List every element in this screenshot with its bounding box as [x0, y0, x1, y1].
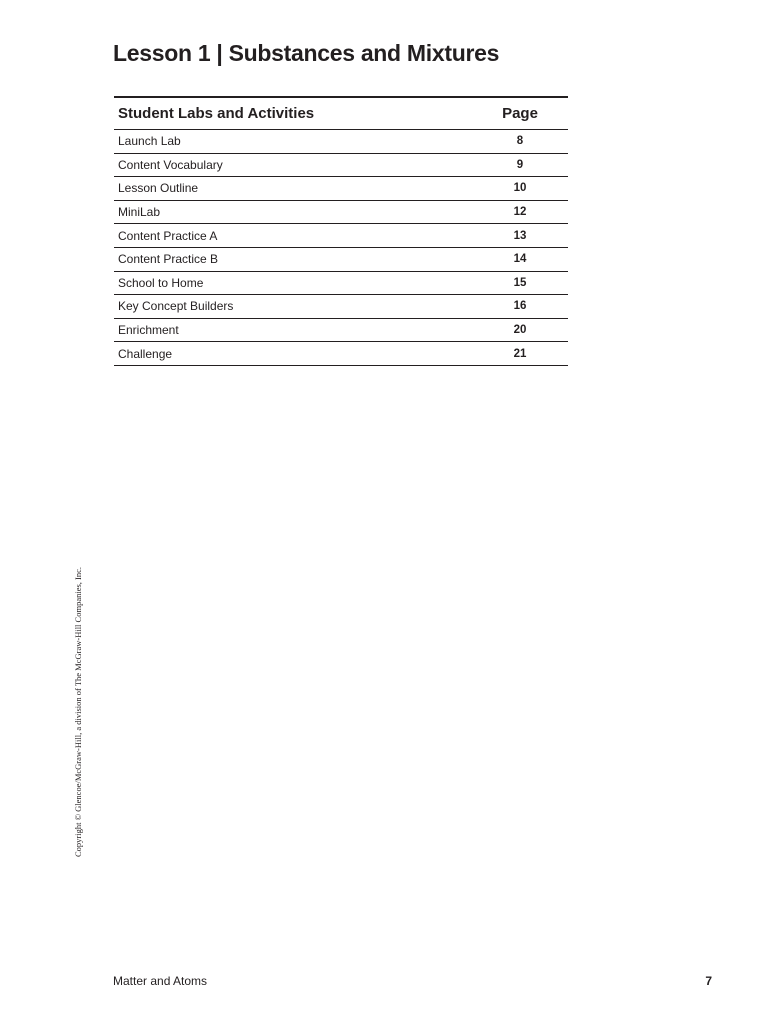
activity-name: Enrichment [114, 318, 472, 342]
activity-name: Launch Lab [114, 130, 472, 154]
footer-unit-title: Matter and Atoms [113, 974, 208, 988]
page-number: 13 [472, 224, 568, 248]
table-row [114, 247, 568, 271]
activity-name: Lesson Outline [114, 177, 472, 201]
table-row [114, 177, 568, 201]
page-number: 21 [472, 342, 568, 366]
activity-name: Content Practice B [114, 247, 472, 271]
activity-name: Content Practice A [114, 224, 472, 248]
table-row [114, 153, 568, 177]
page-number: 10 [472, 177, 568, 201]
table-row [114, 295, 568, 319]
page-number: 12 [472, 200, 568, 224]
page-number: 9 [472, 153, 568, 177]
footer-page-number: 7 [705, 974, 712, 988]
column-header-page: Page [472, 97, 568, 130]
page-number: 14 [472, 247, 568, 271]
table-row [114, 271, 568, 295]
activity-name: Content Vocabulary [114, 153, 472, 177]
table-row [114, 224, 568, 248]
copyright-notice: Copyright © Glencoe/McGraw-Hill, a division of The McGraw-Hill Companies, Inc. [73, 566, 83, 858]
column-header-activity: Student Labs and Activities [114, 97, 472, 130]
page-number: 8 [472, 130, 568, 154]
activity-name: School to Home [114, 271, 472, 295]
table-row [114, 130, 568, 154]
page-number: 16 [472, 295, 568, 319]
activity-name: Key Concept Builders [114, 295, 472, 319]
activity-name: Challenge [114, 342, 472, 366]
page-title: Lesson 1 | Substances and Mixtures [113, 40, 500, 66]
page-number: 15 [472, 271, 568, 295]
table-header-row [114, 97, 568, 130]
activities-table [114, 96, 568, 366]
page-number: 20 [472, 318, 568, 342]
activity-name: MiniLab [114, 200, 472, 224]
table-row [114, 200, 568, 224]
table-row [114, 342, 568, 366]
table-row [114, 318, 568, 342]
